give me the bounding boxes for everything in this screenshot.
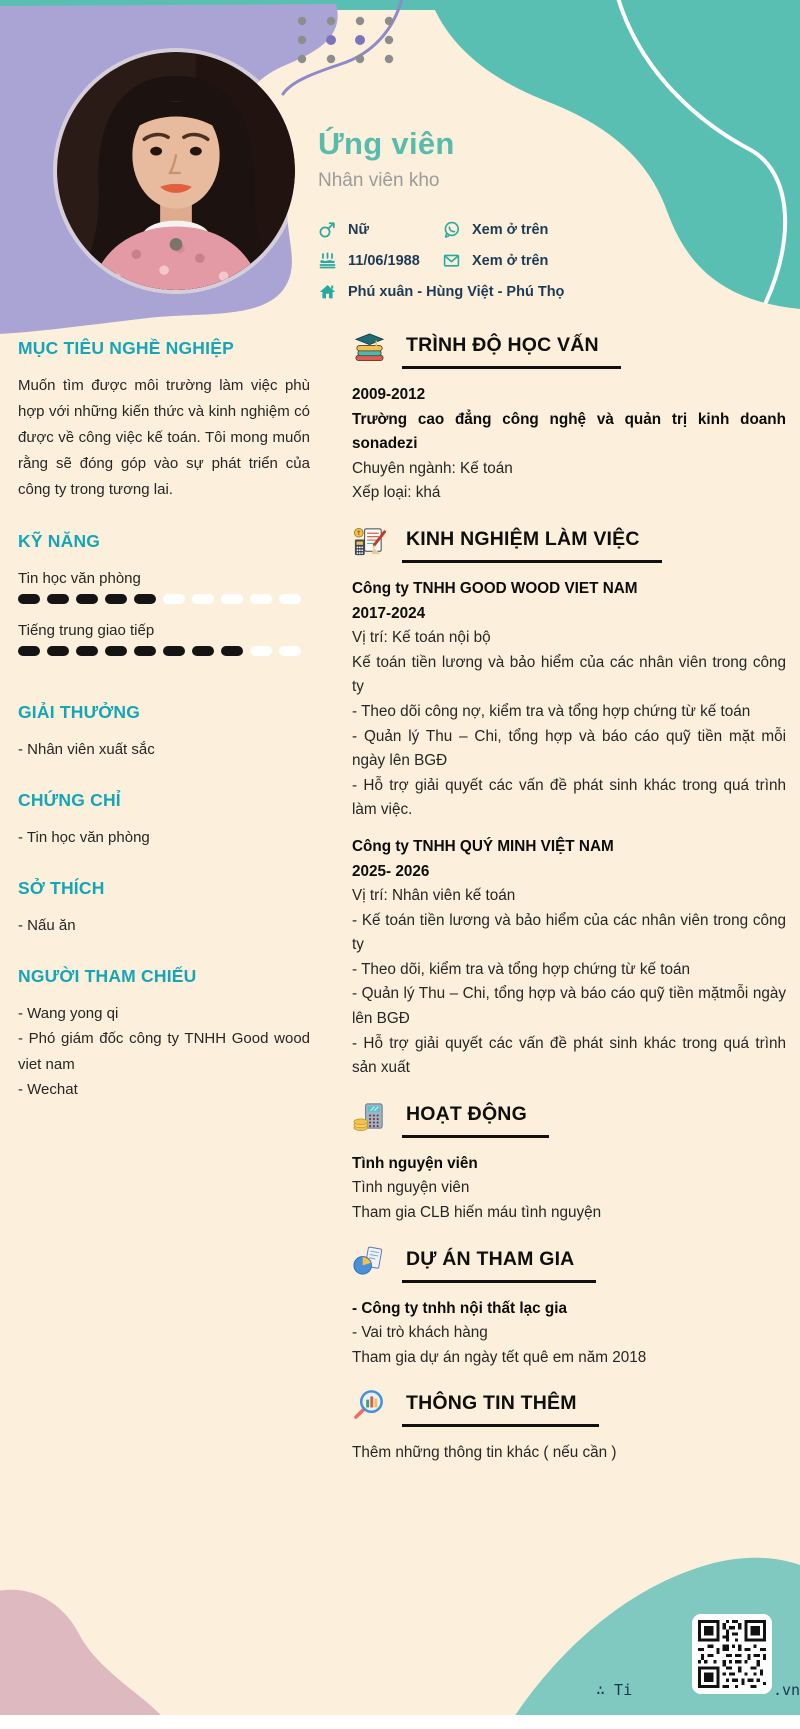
job-line: - Hỗ trợ giải quyết các vấn đề phát sinh khác trong quá trình làm việc. <box>352 776 786 819</box>
section-title: THÔNG TIN THÊM <box>402 1390 599 1427</box>
home-icon <box>318 282 337 301</box>
job-period: 2017-2024 <box>352 604 426 622</box>
certificate-item: - Tin học văn phòng <box>18 828 150 846</box>
whatsapp-icon <box>442 220 461 239</box>
job-line: - Quản lý Thu – Chi, tổng hợp và báo cáo quỹ tiền mặt mỗi ngày lên BGĐ <box>352 727 786 770</box>
job-line: - Kế toán tiền lương và bảo hiểm của các nhân viên trong công ty <box>352 911 786 954</box>
project-line: - Vai trò khách hàng <box>352 1324 488 1342</box>
education-period: 2009-2012 <box>352 386 426 403</box>
candidate-name: Ứng viên <box>318 126 455 161</box>
section-heading-references: NGƯỜI THAM CHIẾU <box>18 966 197 987</box>
reference-item: - Wang yong qi <box>18 1005 119 1023</box>
section-title: KINH NGHIỆM LÀM VIỆC <box>402 526 662 563</box>
skill-dash <box>76 646 98 656</box>
skill-dash <box>134 594 156 604</box>
skill-dash <box>192 594 214 604</box>
skill-dash <box>221 646 243 656</box>
reference-item: - Wechat <box>18 1080 78 1098</box>
activity-icon <box>352 1099 387 1134</box>
education-grade: Xếp loại: khá <box>352 484 441 502</box>
activity-line: Tình nguyện viên <box>352 1179 470 1197</box>
job-line: Vị trí: Nhân viên kế toán <box>352 887 516 905</box>
section-heading-awards: GIẢI THƯỞNG <box>18 701 141 722</box>
project-title: - Công ty tnhh nội thất lạc gia <box>352 1299 567 1317</box>
contact-label: Phú xuân - Hùng Việt - Phú Thọ <box>348 283 565 300</box>
education-school: Trường cao đẳng công nghệ và quản trị kinh doanh sonadezi <box>352 410 786 453</box>
job-company: Công ty TNHH GOOD WOOD VIET NAM <box>352 579 638 597</box>
skill-item <box>18 622 310 656</box>
section-heading-objective: MỤC TIÊU NGHỀ NGHIỆP <box>18 338 234 358</box>
skill-dash <box>250 646 272 656</box>
objective-text: Muốn tìm được môi trường làm việc phù hợp với những kiến thức và kinh nghiệm có được về công việc kế toán. Tôi mong muốn rằng sẽ đóng góp vào sự phát triển của công ty trong tương lai. <box>18 377 310 498</box>
skill-label: Tiếng trung giao tiếp <box>18 621 155 639</box>
section-header <box>352 526 786 563</box>
footer-decoration <box>0 1545 800 1729</box>
skill-label: Tin học văn phòng <box>18 569 141 587</box>
info-icon <box>352 1388 387 1423</box>
section-additional-info <box>352 1390 786 1466</box>
experience-icon <box>352 524 387 559</box>
skill-level-bar <box>18 646 310 656</box>
portrait-illustration <box>57 52 295 290</box>
section-education <box>352 332 786 506</box>
project-line: Tham gia dự án ngày tết quê em năm 2018 <box>352 1348 647 1366</box>
contact-birthday <box>318 251 442 270</box>
section-title: TRÌNH ĐỘ HỌC VẤN <box>402 332 621 369</box>
identity-block <box>318 126 738 307</box>
job-line: Kế toán tiền lương và bảo hiểm của các nhân viên trong công ty <box>352 653 786 696</box>
skill-dash <box>163 646 185 656</box>
skill-dash <box>76 594 98 604</box>
qr-code <box>692 1614 772 1694</box>
skill-dash <box>221 594 243 604</box>
skill-dash <box>105 646 127 656</box>
skill-dash <box>18 594 40 604</box>
section-title: DỰ ÁN THAM GIA <box>402 1246 596 1283</box>
activity-title: Tình nguyện viên <box>352 1154 478 1172</box>
education-major: Chuyên ngành: Kế toán <box>352 459 513 477</box>
job-period: 2025- 2026 <box>352 862 430 880</box>
contact-label: Xem ở trên <box>472 221 549 238</box>
additional-line: Thêm những thông tin khác ( nếu cần ) <box>352 1444 617 1462</box>
contact-label: 11/06/1988 <box>348 252 420 269</box>
job-line: - Hỗ trợ giải quyết các vấn đề phát sinh khác trong quá trình sản xuất <box>352 1034 786 1077</box>
contact-address <box>318 282 738 301</box>
watermark-text-left: ∴ Ti <box>596 1681 633 1699</box>
section-heading-certificates: CHỨNG CHỈ <box>18 789 121 810</box>
contact-gender <box>318 220 442 239</box>
section-projects <box>352 1246 786 1371</box>
skill-dash <box>250 594 272 604</box>
section-header <box>352 1390 786 1427</box>
section-experience <box>352 526 786 1081</box>
candidate-job-title: Nhân viên kho <box>318 170 440 191</box>
content-columns <box>0 318 800 1466</box>
job-line: - Theo dõi công nợ, kiểm tra và tổng hợp chứng từ kế toán <box>352 702 751 720</box>
education-icon <box>352 330 387 365</box>
contact-whatsapp <box>442 220 738 239</box>
activity-line: Tham gia CLB hiến máu tình nguyện <box>352 1204 602 1222</box>
job-line: - Quản lý Thu – Chi, tổng hợp và báo cáo quỹ tiền mặtmỗi ngày lên BGĐ <box>352 985 786 1028</box>
skill-dash <box>279 646 301 656</box>
watermark-text-right: .vn <box>773 1681 800 1699</box>
qr-pattern <box>698 1620 766 1688</box>
job-line: Vị trí: Kế toán nội bộ <box>352 629 491 647</box>
contact-label: Xem ở trên <box>472 252 549 269</box>
birthday-icon <box>318 251 337 270</box>
left-column <box>18 318 310 1466</box>
skill-dash <box>279 594 301 604</box>
job-company: Công ty TNHH QUÝ MINH VIỆT NAM <box>352 837 614 855</box>
gender-icon <box>318 220 337 239</box>
job-entry <box>352 577 786 823</box>
reference-item: - Phó giám đốc công ty TNHH Good wood viet nam <box>18 1030 310 1073</box>
job-entry <box>352 835 786 1081</box>
skill-dash <box>163 594 185 604</box>
section-title: HOẠT ĐỘNG <box>402 1101 549 1138</box>
section-heading-skills: KỸ NĂNG <box>18 530 101 551</box>
skill-dash <box>105 594 127 604</box>
section-activities <box>352 1101 786 1226</box>
skill-level-bar <box>18 594 310 604</box>
skill-dash <box>134 646 156 656</box>
contact-grid <box>318 214 738 307</box>
avatar <box>57 52 295 290</box>
skill-dash <box>18 646 40 656</box>
section-heading-hobbies: SỞ THÍCH <box>18 878 105 899</box>
project-icon <box>352 1244 387 1279</box>
section-header <box>352 1101 786 1138</box>
page-bottom-strip <box>0 1715 800 1729</box>
email-icon <box>442 251 461 270</box>
skill-dash <box>47 646 69 656</box>
award-item: - Nhân viên xuất sắc <box>18 740 155 758</box>
right-column <box>352 318 786 1466</box>
skill-dash <box>47 594 69 604</box>
hobby-item: - Nấu ăn <box>18 917 76 935</box>
skill-dash <box>192 646 214 656</box>
skill-item <box>18 570 310 604</box>
contact-email <box>442 251 738 270</box>
section-header <box>352 332 786 369</box>
job-line: - Theo dõi, kiểm tra và tổng hợp chứng từ kế toán <box>352 960 691 978</box>
section-header <box>352 1246 786 1283</box>
contact-label: Nữ <box>348 221 369 238</box>
